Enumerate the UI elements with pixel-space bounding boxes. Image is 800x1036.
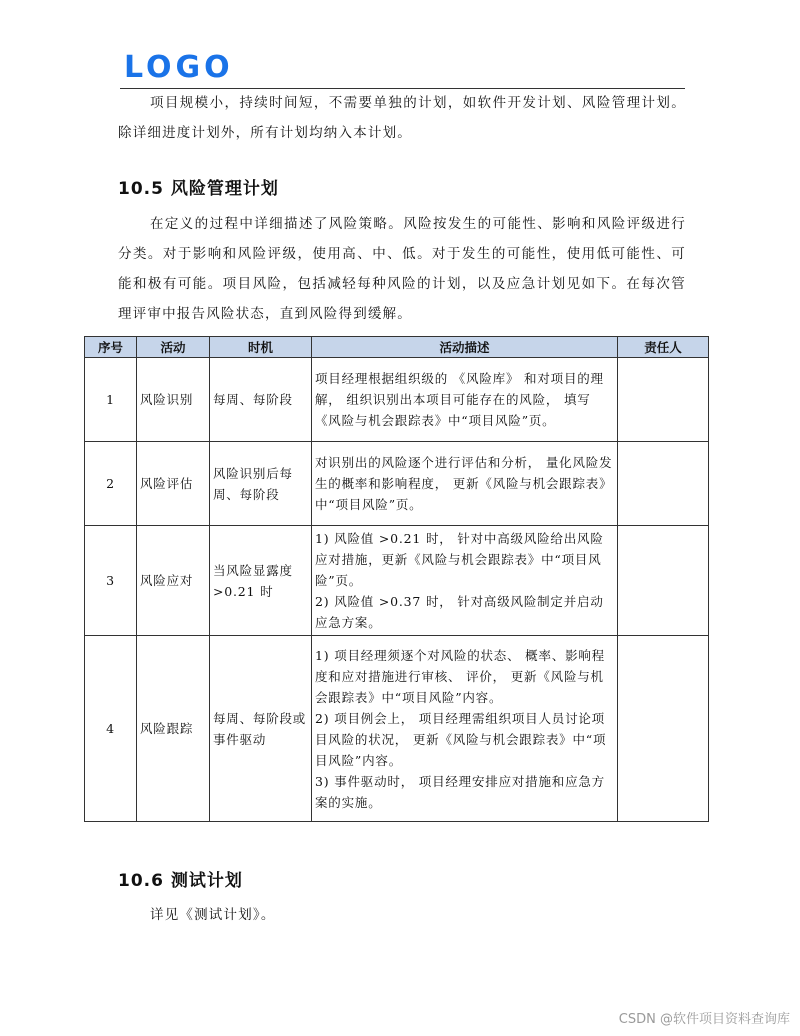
description-line: 对识别出的风险逐个进行评估和分析， 量化风险发生的概率和影响程度， 更新《风险与机会跟踪表》中“项目风险”页。 [315, 455, 613, 512]
row-owner [618, 442, 709, 526]
table-row [85, 358, 709, 442]
row-timing: 当风险显露度>0.21 时 [210, 526, 312, 636]
intro-paragraph: 项目规模小，持续时间短，不需要单独的计划，如软件开发计划、风险管理计划。除详细进度计划外，所有计划均纳入本计划。 [118, 95, 686, 141]
header-no: 序号 [85, 337, 137, 358]
header-timing: 时机 [210, 337, 312, 358]
row-description [312, 442, 618, 526]
row-timing: 每周、每阶段 [210, 358, 312, 442]
description-line: 2) 风险值 >0.37 时， 针对高级风险制定并启动应急方案。 [315, 594, 604, 630]
description-line: 1) 项目经理须逐个对风险的状态、 概率、影响程度和应对措施进行审核、 评价， 更新《风险与机会跟踪表》中“项目风险”内容。 [315, 647, 605, 705]
row-timing: 每周、每阶段或事件驱动 [210, 636, 312, 822]
logo: LOGO [124, 50, 234, 85]
section-title-test-plan: 10.6 测试计划 [118, 871, 243, 891]
row-owner [618, 526, 709, 636]
header-owner: 责任人 [618, 337, 709, 358]
table-row [85, 636, 709, 822]
description-line: 2) 项目例会上， 项目经理需组织项目人员讨论项目风险的状况， 更新《风险与机会跟踪表》中“项目风险”内容。 [315, 710, 607, 768]
description-line: 3) 事件驱动时， 项目经理安排应对措施和应急方案的实施。 [315, 773, 605, 810]
row-activity: 风险识别 [137, 358, 210, 442]
section-title-risk-management: 10.5 风险管理计划 [118, 179, 279, 199]
row-description [312, 526, 618, 636]
test-plan-paragraph: 详见《测试计划》。 [150, 907, 276, 923]
row-timing: 风险识别后每周、每阶段 [210, 442, 312, 526]
row-no: 3 [85, 526, 137, 636]
description-line: 项目经理根据组织级的 《风险库》 和对项目的理解， 组织识别出本项目可能存在的风险， 填写《风险与机会跟踪表》中“项目风险”页。 [315, 371, 604, 428]
risk-management-paragraph: 在定义的过程中详细描述了风险策略。风险按发生的可能性、影响和风险评级进行分类。对于影响和风险评级，使用高、中、低。对于发生的可能性，使用低可能性、可能和极有可能。项目风险，包括减轻每种风险的计划，以及应急计划见如下。在每次管理评审中报告风险状态，直到风险得到缓解。 [118, 216, 686, 322]
header-activity: 活动 [137, 337, 210, 358]
risk-table [84, 336, 709, 822]
watermark: CSDN @软件项目资料查询库 [618, 1012, 790, 1027]
description-line: 1) 风险值 >0.21 时， 针对中高级风险给出风险应对措施，更新《风险与机会跟踪表》中“项目风险”页。 [315, 531, 604, 588]
row-no: 1 [85, 358, 137, 442]
header-description: 活动描述 [312, 337, 618, 358]
row-activity: 风险应对 [137, 526, 210, 636]
row-no: 2 [85, 442, 137, 526]
row-description [312, 636, 618, 822]
row-description [312, 358, 618, 442]
table-row [85, 526, 709, 636]
row-owner [618, 636, 709, 822]
table-row [85, 442, 709, 526]
row-no: 4 [85, 636, 137, 822]
table-header-row [85, 337, 709, 358]
row-activity: 风险跟踪 [137, 636, 210, 822]
row-owner [618, 358, 709, 442]
row-activity: 风险评估 [137, 442, 210, 526]
